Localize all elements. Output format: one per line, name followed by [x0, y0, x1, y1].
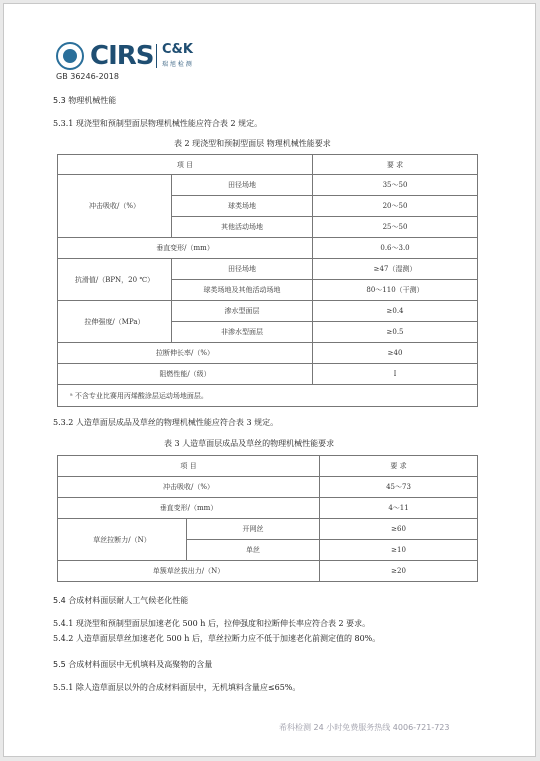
- seal-icon: [56, 42, 84, 70]
- clause-5-3-1: 5.3.1 现浇型和预制型面层物理机械性能应符合表 2 规定。: [53, 119, 263, 128]
- table2-tensile-nonperm: 非渗水型面层: [172, 322, 313, 343]
- table2-impact: 冲击吸收/（%）: [58, 175, 172, 238]
- table3-cluster-val: ≥20: [320, 561, 478, 582]
- table2-slip-track: 田径场地: [172, 259, 313, 280]
- table2-tensile-nonperm-val: ≥0.5: [313, 322, 478, 343]
- brand-divider: [156, 44, 157, 68]
- table2-impact-other-val: 25～50: [313, 217, 478, 238]
- brand-ck: C&K: [162, 42, 193, 57]
- table3-vertical: 垂直变形/（mm）: [58, 498, 320, 519]
- cirs-logo: [56, 40, 216, 76]
- section-5-5: 5.5 合成材料面层中无机填料及高聚物的含量: [53, 660, 213, 669]
- table2-tensile-perm: 渗水型面层: [172, 301, 313, 322]
- clause-5-5-1: 5.5.1 除人造草面层以外的合成材料面层中，无机填料含量应≤65%。: [53, 683, 301, 692]
- table2-tensile: 拉伸强度/（MPa）: [58, 301, 172, 343]
- table3-header-item: 项 目: [58, 456, 320, 477]
- table2: [57, 154, 478, 407]
- table2-caption: 表 2 现浇型和预制型面层 物理机械性能要求: [174, 139, 331, 148]
- table2-impact-track: 田径场地: [172, 175, 313, 196]
- table3-impact-val: 45～73: [320, 477, 478, 498]
- table2-note: ᵃ 不含专业比赛用丙烯酸涂层运动场地面层。: [58, 385, 478, 407]
- table2-impact-ball-val: 20～50: [313, 196, 478, 217]
- table2-slip: 抗滑值/（BPN，20 ℃）: [58, 259, 172, 301]
- table2-vertical: 垂直变形/（mm）: [58, 238, 313, 259]
- table2-slip-ball: 球类场地及其他活动场地: [172, 280, 313, 301]
- table3-pull-single: 单丝: [187, 540, 320, 561]
- brand-name: CIRS: [90, 41, 154, 71]
- table3-pull: 草丝拉断力/（N）: [58, 519, 187, 561]
- section-5-4: 5.4 合成材料面层耐人工气候老化性能: [53, 596, 189, 605]
- clause-5-3-2: 5.3.2 人造草面层成品及草丝的物理机械性能应符合表 3 规定。: [53, 418, 279, 427]
- document-page: [3, 3, 536, 757]
- table3-caption: 表 3 人造草面层成品及草丝的物理机械性能要求: [164, 439, 335, 448]
- table3-pull-single-val: ≥10: [320, 540, 478, 561]
- table2-flame-val: I: [313, 364, 478, 385]
- table3-pull-mono: 开网丝: [187, 519, 320, 540]
- table3-cluster: 单簇草丝拔出力/（N）: [58, 561, 320, 582]
- table3-impact: 冲击吸收/（%）: [58, 477, 320, 498]
- table2-impact-ball: 球类场地: [172, 196, 313, 217]
- standard-number: GB 36246-2018: [56, 72, 119, 81]
- table2-impact-track-val: 35～50: [313, 175, 478, 196]
- table2-flame: 阻燃性能/（级）: [58, 364, 313, 385]
- table2-elongation: 拉断伸长率/（%）: [58, 343, 313, 364]
- table2-tensile-perm-val: ≥0.4: [313, 301, 478, 322]
- brand-ck-sub: 瑞 旭 检 测: [162, 61, 192, 68]
- clause-5-4-1: 5.4.1 现浇型和预制型面层加速老化 500 h 后，拉伸强度和拉断伸长率应符合表 2 要求。: [53, 619, 371, 628]
- table2-header-requirement: 要 求: [313, 155, 478, 175]
- table2-impact-other: 其他活动场地: [172, 217, 313, 238]
- table3-vertical-val: 4～11: [320, 498, 478, 519]
- table3: [57, 455, 478, 582]
- footer-hotline: 希科检测 24 小时免费服务热线 4006-721-723: [279, 723, 450, 732]
- table3-pull-mono-val: ≥60: [320, 519, 478, 540]
- table2-vertical-val: 0.6～3.0: [313, 238, 478, 259]
- table2-header-item: 项 目: [58, 155, 313, 175]
- table2-slip-ball-val: 80～110（干测）: [313, 280, 478, 301]
- table2-elongation-val: ≥40: [313, 343, 478, 364]
- section-5-3: 5.3 物理机械性能: [53, 96, 117, 105]
- clause-5-4-2: 5.4.2 人造草面层草丝加速老化 500 h 后，草丝拉断力应不低于加速老化前测定值的 80%。: [53, 634, 381, 643]
- table3-header-requirement: 要 求: [320, 456, 478, 477]
- table2-slip-track-val: ≥47（湿测）: [313, 259, 478, 280]
